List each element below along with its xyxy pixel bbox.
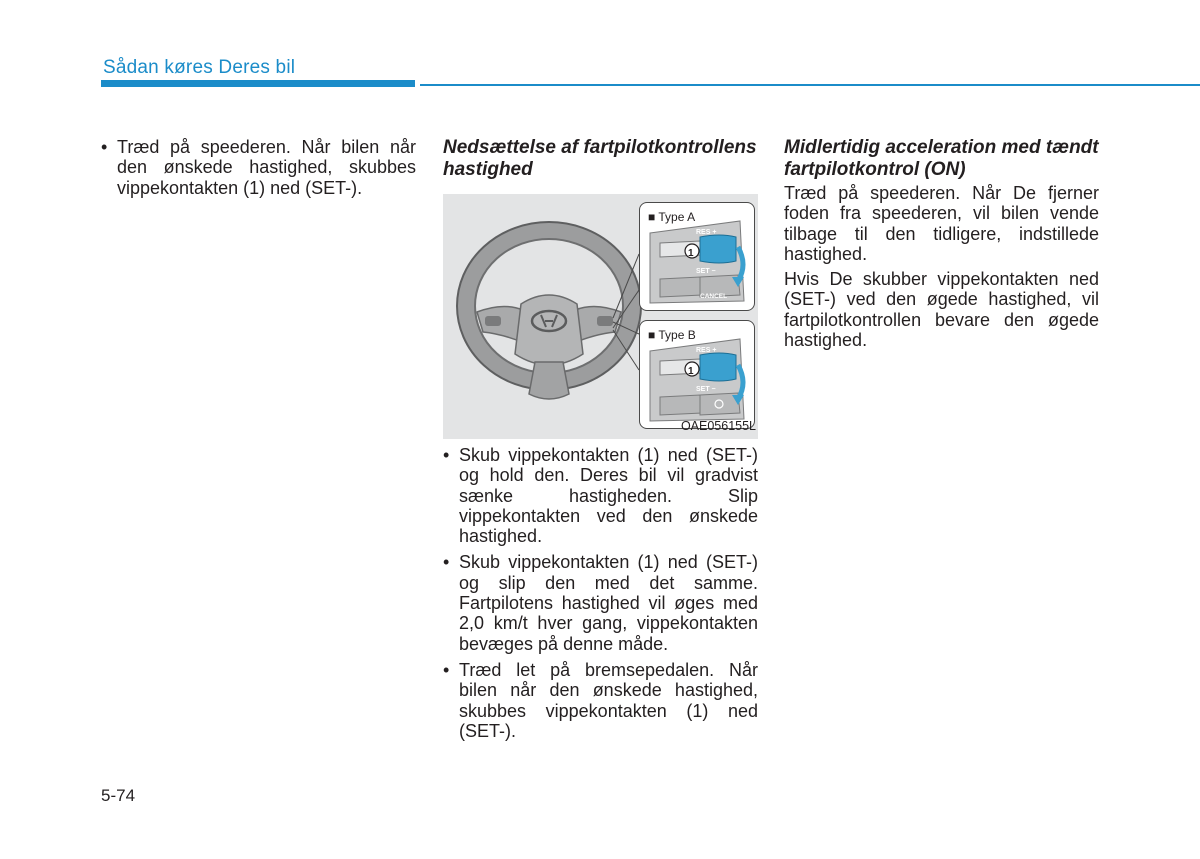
list-item: [443, 552, 758, 653]
res-label: RES +: [696, 347, 717, 354]
header-bar-thin: [420, 84, 1200, 86]
set-label: SET −: [696, 386, 716, 393]
set-label: SET −: [696, 268, 716, 275]
bullet-text: Skub vippekontakten (1) ned (SET-) og hold den. Deres bil vil gradvist sænke hastigheden. Slip vippekontakten ved den ønskede hastighed.: [459, 445, 758, 547]
type-b-label: ■ Type B: [648, 328, 696, 342]
paragraph: Hvis De skubber vippekontakten ned (SET-) ved den øgede hastighed, vil fartpilotkontrollen bevare den øgede hastighed.: [784, 269, 1099, 351]
type-b-inset: [639, 320, 755, 429]
list-item: [443, 445, 758, 546]
section-title: Sådan køres Deres bil: [103, 57, 296, 78]
list-item: [443, 660, 758, 741]
paragraph: Træd på speederen. Når De fjerner foden fra speederen, vil bilen vende tilbage til den tidligere, indstillede hastighed.: [784, 183, 1099, 264]
type-a-label: ■ Type A: [648, 210, 696, 224]
figure-code: OAE056155L: [680, 418, 756, 433]
type-b-switch-drawing: [640, 321, 754, 428]
bullet-dot: •: [443, 552, 450, 573]
column-middle: [443, 137, 758, 747]
bullet-text: Træd på speederen. Når bilen når den ønskede hastighed, skubbes vippekontakten (1) ned (SET-).: [117, 137, 416, 198]
callout-number: 1: [688, 248, 694, 259]
list-item: [101, 137, 416, 198]
column-left: [101, 137, 416, 204]
bullet-dot: •: [443, 445, 450, 465]
page-number: 5-74: [101, 786, 136, 805]
cancel-label: CANCEL: [700, 293, 728, 300]
section-heading: Nedsættelse af fartpilotkontrollens hastighed: [443, 137, 757, 180]
bullet-text: Skub vippekontakten (1) ned (SET-) og slip den med det samme. Fartpilotens hastighed vil øges med 2,0 km/t hver gang, vippekontakten bevæges på denne måde.: [459, 552, 758, 654]
column-right: [784, 137, 1099, 355]
type-a-switch-drawing: [640, 203, 754, 310]
section-heading: Midlertidig acceleration med tændt fartpilotkontrol (ON): [784, 137, 1099, 180]
res-label: RES +: [696, 229, 717, 236]
type-a-inset: [639, 202, 755, 311]
callout-number: 1: [688, 366, 694, 377]
bullet-dot: •: [443, 659, 450, 680]
steering-wheel-figure: [443, 194, 758, 439]
bullet-dot: •: [101, 137, 108, 157]
header-bar-thick: [101, 80, 415, 87]
bullet-text: Træd let på bremsepedalen. Når bilen når den ønskede hastighed, skubbes vippekontakten (1) ned (SET-).: [459, 659, 758, 741]
